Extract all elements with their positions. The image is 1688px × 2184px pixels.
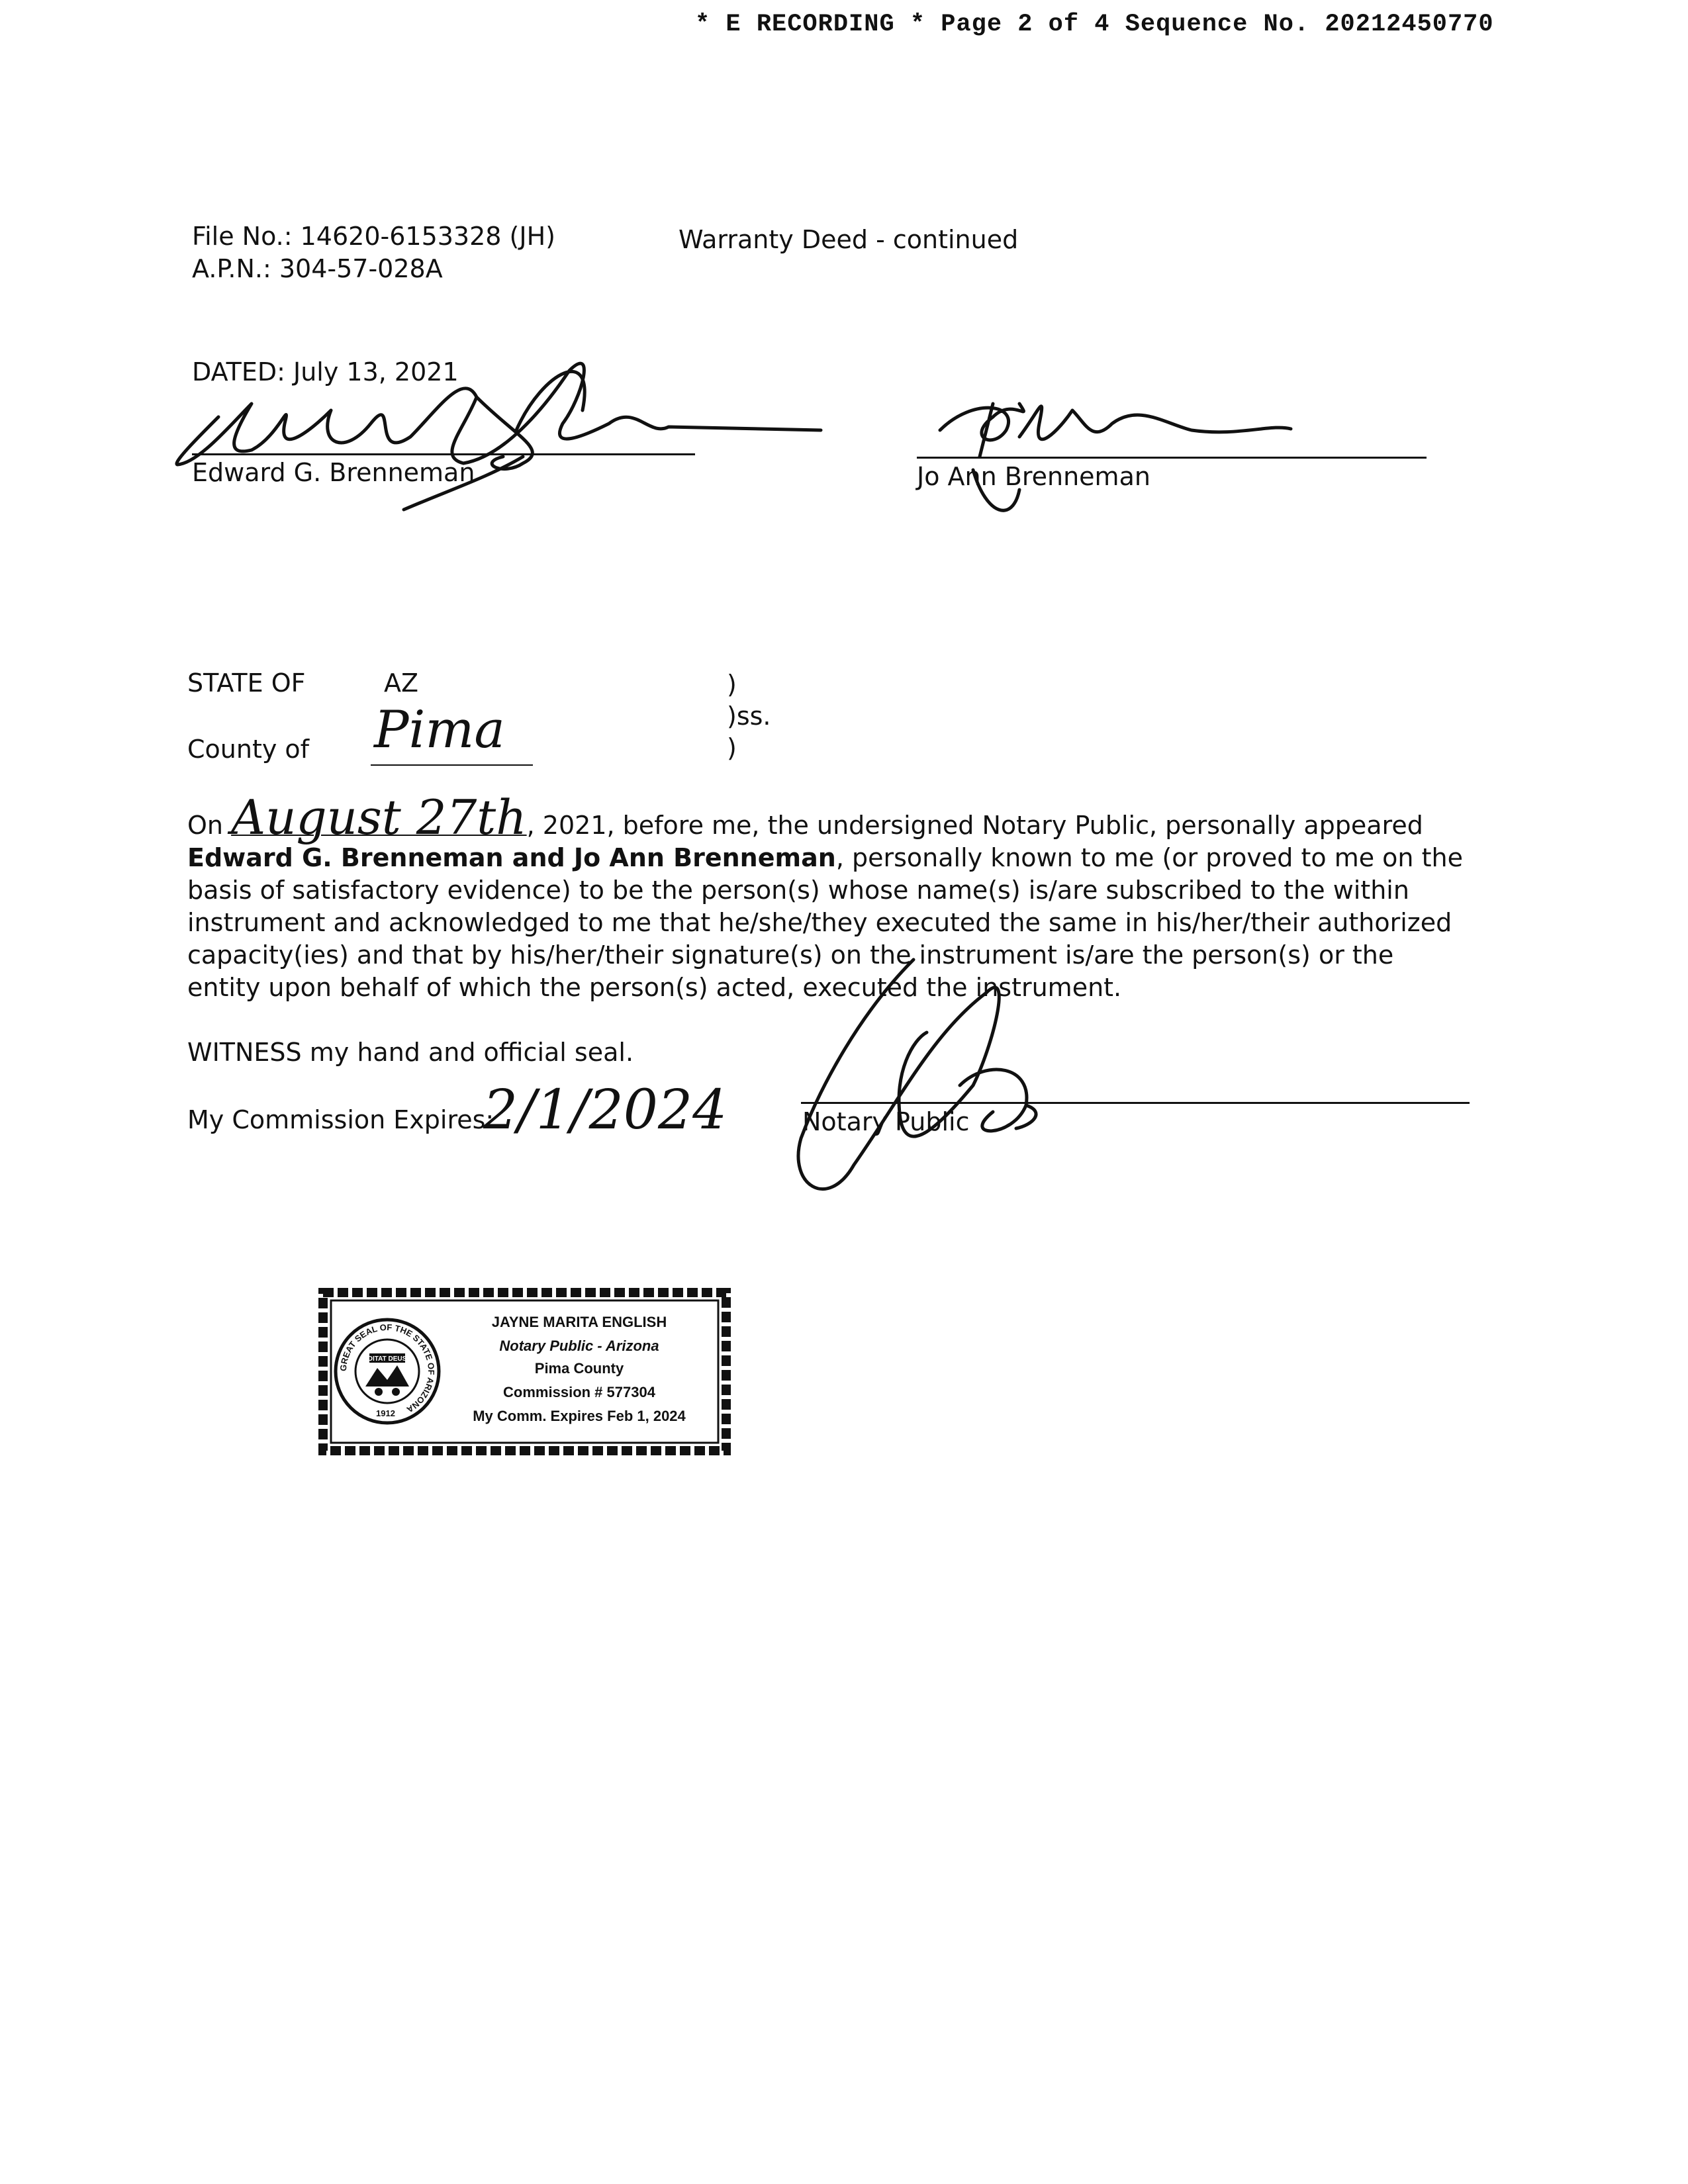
state-label: STATE OF [187, 668, 306, 698]
signature-edward-flourish [404, 371, 585, 510]
commission-label: My Commission Expires: [187, 1105, 494, 1134]
ack-date-handwritten: August 27th [231, 790, 527, 845]
signer-name-1: Edward G. Brenneman [192, 458, 475, 487]
venue-ss: )ss. [727, 702, 771, 731]
notary-stamp [318, 1287, 731, 1456]
notary-public-label: Notary Public [802, 1107, 970, 1136]
file-number: File No.: 14620-6153328 (JH) [192, 222, 555, 251]
stamp-notary-name: JAYNE MARITA ENGLISH [491, 1314, 667, 1330]
signer-name-2: Jo Ann Brenneman [917, 462, 1150, 491]
venue-paren-top: ) [727, 670, 737, 699]
dated-line: DATED: July 13, 2021 [192, 357, 459, 387]
stamp-notary-title: Notary Public - Arizona [499, 1338, 659, 1354]
stamp-expiration: My Comm. Expires Feb 1, 2024 [473, 1408, 686, 1424]
ack-on: On [187, 811, 223, 840]
state-value: AZ [384, 668, 419, 698]
witness-line: WITNESS my hand and official seal. [187, 1038, 634, 1067]
ack-body: , personally known to me (or proved to me on the basis of satisfactory evidence) to be the person(s) whose name(s) is/are subscribed to the within instrument and acknowledged to me that he/she/they executed the same in his/her/their authorized capacity(ies) and that by his/her/their signature(s) on the instrument is/are the person(s) or the entity upon behalf of which the person(s) acted, executed the instrument. [187, 843, 1463, 1002]
seal-ring-text: GREAT SEAL OF THE STATE OF ARIZONA [338, 1322, 437, 1415]
county-label: County of [187, 735, 310, 764]
stamp-commission: Commission # 577304 [503, 1384, 655, 1400]
ack-names: Edward G. Brenneman and Jo Ann Brenneman [187, 843, 836, 872]
seal-motto: DITAT DEUS [367, 1355, 407, 1363]
stamp-county: Pima County [534, 1360, 624, 1377]
venue-paren-bottom: ) [727, 733, 737, 762]
signature-line-2 [917, 457, 1427, 459]
document-title: Warranty Deed - continued [679, 225, 1019, 254]
acknowledgment-paragraph [187, 790, 1465, 1004]
notary-signature-line [801, 1102, 1470, 1104]
commission-date-handwritten: 2/1/2024 [483, 1079, 727, 1142]
recording-header: * E RECORDING * Page 2 of 4 Sequence No. 20212450770 [695, 11, 1494, 38]
ack-year-text: , 2021, before me, the undersigned Notary Public, personally appeared [526, 811, 1423, 840]
county-line [371, 764, 533, 766]
apn-number: A.P.N.: 304-57-028A [192, 254, 443, 283]
signature-line-1 [192, 453, 695, 455]
state-seal [336, 1320, 439, 1423]
county-value-handwritten: Pima [374, 700, 505, 760]
seal-year: 1912 [376, 1408, 395, 1418]
